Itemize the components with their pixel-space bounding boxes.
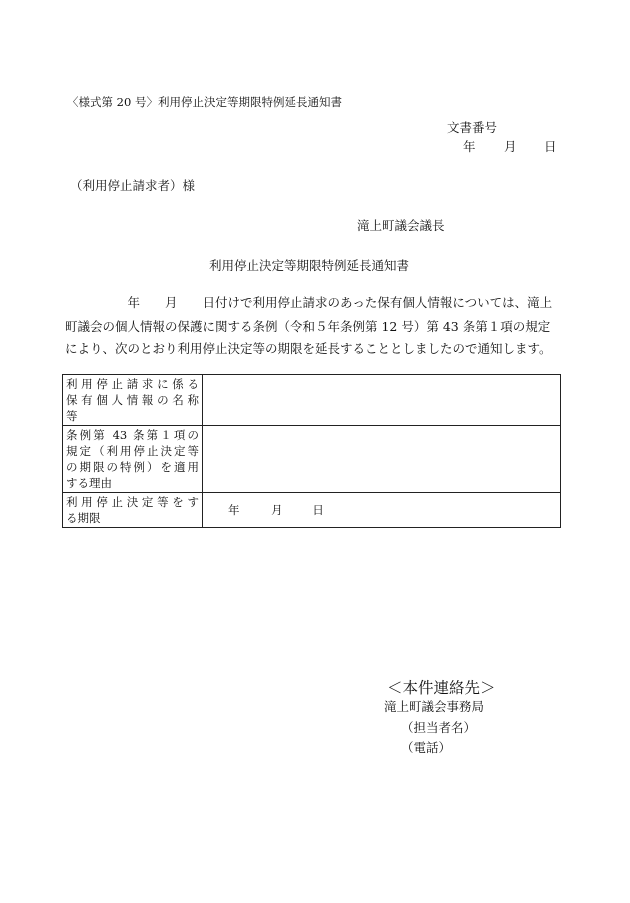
addressee: （利用停止請求者）様	[70, 178, 196, 193]
contact-phone: （電話）	[401, 740, 452, 755]
contact-office: 滝上町議会事務局	[384, 699, 485, 714]
header-line: 条例第 43 条第１項の	[66, 428, 199, 442]
body-text-line: により、次のとおり利用停止決定等の期限を延長することとしましたので通知します。	[65, 341, 552, 356]
header-line: の期限の特例）を適用	[66, 460, 199, 474]
deadline-date-field[interactable]	[203, 493, 561, 528]
document-number-label: 文書番号	[447, 120, 498, 135]
extension-reason-field[interactable]	[203, 426, 561, 493]
deadline-day: 日	[312, 503, 324, 517]
contact-heading: ＜本件連絡先＞	[387, 679, 496, 697]
header-line: する理由	[66, 476, 112, 490]
contact-person: （担当者名）	[401, 720, 477, 735]
issue-date-month: 月	[504, 139, 517, 154]
deadline-year: 年	[228, 503, 240, 517]
issue-date-year: 年	[463, 139, 476, 154]
header-line: 等	[66, 409, 78, 423]
personal-info-name-field[interactable]	[203, 375, 561, 426]
header-line: 規定（利用停止決定等	[66, 444, 199, 458]
issue-date-day: 日	[544, 139, 557, 154]
table-header-cell	[63, 375, 203, 426]
extension-details-table	[62, 374, 561, 528]
document-title: 利用停止決定等期限特例延長通知書	[209, 258, 410, 273]
header-line: る期限	[66, 511, 101, 525]
table-row	[63, 493, 561, 528]
header-line: 利用停止決定等をす	[66, 495, 199, 509]
body-text-line: 年 月 日付けで利用停止請求のあった保有個人情報については、滝上	[65, 295, 553, 310]
table-row	[63, 375, 561, 426]
table-header-cell	[63, 426, 203, 493]
header-line: 利用停止請求に係る	[66, 377, 199, 391]
body-text-line: 町議会の個人情報の保護に関する条例（令和５年条例第 12 号）第 43 条第１項の規定	[65, 319, 551, 334]
table-row	[63, 426, 561, 493]
table-header-cell	[63, 493, 203, 528]
header-line: 保有個人情報の名称	[66, 393, 199, 407]
deadline-month: 月	[271, 503, 283, 517]
form-number: 〈様式第 20 号〉利用停止決定等期限特例延長通知書	[67, 95, 342, 109]
sender: 滝上町議会議長	[357, 218, 445, 233]
